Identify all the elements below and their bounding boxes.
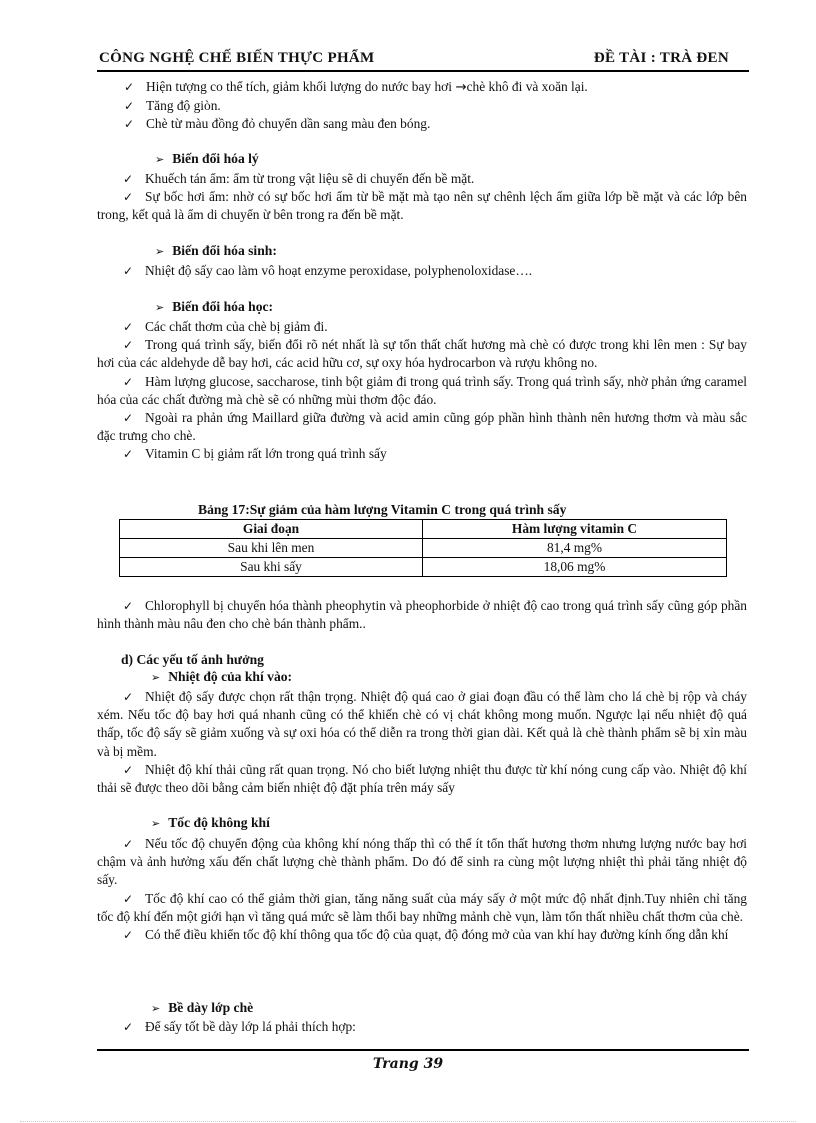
check-icon: ✓ xyxy=(124,99,135,114)
section-heading-factors: d) Các yếu tố ảnh hưởng xyxy=(121,652,264,667)
page-number: Trang 39 xyxy=(372,1056,444,1072)
list-item: ✓ Vitamin C bị giảm rất lớn trong quá trình sấy xyxy=(97,445,747,463)
list-item: ✓ Nhiệt độ sấy cao làm vô hoạt enzyme peroxidase, polyphenoloxidase…. xyxy=(97,262,747,280)
list-item: ✓ Trong quá trình sấy, biến đổi rõ nét nhất là sự tổn thất chất hương mà chè có được trong khi lên men : Sự bay hơi của các aldehyde dễ bay hơi, các acid hữu cơ, sự oxy hóa hydrocarbon và rượu không no. xyxy=(97,337,747,371)
check-icon: ✓ xyxy=(123,447,134,462)
top-bullet-list xyxy=(124,78,744,134)
list-item: ✓ Sự bốc hơi ẩm: nhờ có sự bốc hơi ẩm từ bề mặt mà tạo nên sự chênh lệch ẩm giữa lớp bề mặt và các lớp bên trong, kết quả là ẩm di chuyển ừ bên trong ra đến bề mặt. xyxy=(97,189,747,223)
temperature-list xyxy=(97,688,747,797)
subheading-air-temperature: ➢ Nhiệt độ của khí vào: xyxy=(151,669,293,684)
arrow-bullet-icon: ➢ xyxy=(151,817,161,830)
chlorophyll-paragraph: ✓ Chlorophyll bị chuyển hóa thành pheophytin và pheophorbide ở nhiệt độ cao trong quá trình sấy cũng góp phần hình thành màu nâu đen cho chè bán thành phẩm.. xyxy=(97,598,747,632)
arrow-bullet-icon: ➢ xyxy=(155,153,165,166)
subheading-layer-thickness: ➢ Bề dày lớp chè xyxy=(151,1000,254,1015)
list-item: ✓ Nếu tốc độ chuyển động của không khí nóng thấp thì có thể ít tổn thất hương thơm nhưng lượng nước bay hơi chậm và ảnh hưởng xấu đến chất lượng chè thành phẩm. Do đó để sinh ra cùng một lượng nhiệt thì phải tăng nhiệt độ sấy. xyxy=(97,836,747,888)
table-cell: 81,4 mg% xyxy=(423,539,727,558)
page-header xyxy=(97,48,749,72)
list-item: ✓ Tăng độ giòn. xyxy=(124,97,744,115)
air-speed-list xyxy=(97,835,747,944)
header-subject: CÔNG NGHỆ CHẾ BIẾN THỰC PHẨM xyxy=(99,50,375,66)
table-caption: Bảng 17:Sự giảm của hàm lượng Vitamin C trong quá trình sấy xyxy=(198,502,567,517)
check-icon: ✓ xyxy=(123,928,134,943)
table-cell: 18,06 mg% xyxy=(423,558,727,577)
table-header-cell: Giai đoạn xyxy=(120,520,423,539)
list-item: ✓ Nhiệt độ khí thải cũng rất quan trọng. Nó cho biết lượng nhiệt thu được từ khí nóng cung cấp vào. Nhiệt độ khí thải sẽ được theo dõi bằng cảm biến nhiệt độ đặt phía trên máy sấy xyxy=(97,761,747,796)
check-icon: ✓ xyxy=(123,891,134,906)
table-cell: Sau khi sấy xyxy=(120,558,423,577)
check-icon: ✓ xyxy=(123,374,134,389)
right-arrow-icon: → xyxy=(455,80,467,95)
table-header-cell: Hàm lượng vitamin C xyxy=(423,520,727,539)
section-heading-physchem: ➢ Biến đổi hóa lý xyxy=(155,151,259,166)
list-item: ✓ Khuếch tán ẩm: ẩm từ trong vật liệu sẽ di chuyển đến bề mặt. xyxy=(97,170,747,188)
section-heading-biochem: ➢ Biến đổi hóa sinh: xyxy=(155,243,277,258)
list-item: ✓ Nhiệt độ sấy được chọn rất thận trọng. Nhiệt độ quá cao ở giai đoạn đầu có thể làm cho lá chè bị rộp và cháy xém. Nếu tốc độ bay hơi quá nhanh cũng có thể khiến chè có vị chát không mong muốn. Ngược lại nếu nhiệt độ quá thấp, tốc độ sấy sẽ giảm xuống và sự oxi hóa có thể diễn ra trong thời gian dài. Kết quả là chè thành phẩm sẽ bị xỉn màu và bị mềm. xyxy=(97,689,747,759)
header-topic: ĐỀ TÀI : TRÀ ĐEN xyxy=(593,50,729,66)
table-row xyxy=(120,539,727,558)
check-icon: ✓ xyxy=(123,762,134,777)
check-icon: ✓ xyxy=(124,80,135,94)
check-icon: ✓ xyxy=(123,320,134,334)
check-icon: ✓ xyxy=(123,264,134,278)
biochem-list xyxy=(97,262,747,280)
check-icon: ✓ xyxy=(123,1020,134,1034)
vitamin-c-table xyxy=(119,519,727,577)
check-icon: ✓ xyxy=(123,172,134,186)
list-item: ✓ Tốc độ khí cao có thể giảm thời gian, tăng năng suất của máy sấy ở một mức độ nhất định.Tuy nhiên chỉ tăng tốc độ khí đến một giới hạn vì tăng quá mức sẽ làm thổi bay những mảnh chè vụn, làm tổn thất nhiều chất thơm của chè. xyxy=(97,890,747,924)
check-icon: ✓ xyxy=(124,117,135,132)
table-cell: Sau khi lên men xyxy=(120,539,423,558)
list-item: ✓ Hàm lượng glucose, saccharose, tinh bột giảm đi trong quá trình sấy. Trong quá trình sấy, nhờ phản ứng caramel hóa của các chất đường mà chè sẽ có những mùi thơm độc đáo. xyxy=(97,373,747,407)
list-item: ✓ Ngoài ra phản ứng Maillard giữa đường và acid amin cũng góp phần hình thành nên hương thơm và màu sắc đặc trưng cho chè. xyxy=(97,410,747,444)
check-icon: ✓ xyxy=(123,837,134,851)
check-icon: ✓ xyxy=(123,190,134,205)
arrow-bullet-icon: ➢ xyxy=(155,301,165,314)
chem-list xyxy=(97,318,747,464)
list-item: ✓ Hiện tượng co thể tích, giảm khối lượng do nước bay hơi →chè khô đi và xoăn lại. xyxy=(124,79,588,95)
arrow-bullet-icon: ➢ xyxy=(151,1002,161,1015)
page-edge-divider xyxy=(20,1121,796,1122)
physchem-list xyxy=(97,170,747,225)
footer-divider xyxy=(97,1049,749,1051)
list-item: ✓ Chè từ màu đồng đỏ chuyển dần sang màu đen bóng. xyxy=(124,115,744,133)
list-item: ✓ Các chất thơm của chè bị giảm đi. xyxy=(97,318,747,336)
subheading-air-speed: ➢ Tốc độ không khí xyxy=(151,815,270,830)
check-icon: ✓ xyxy=(123,599,134,613)
thickness-list xyxy=(97,1018,747,1036)
list-item: ✓ Có thể điều khiển tốc độ khí thông qua tốc độ của quạt, độ đóng mở của van khí hay đường kính ống dẫn khí xyxy=(97,926,747,944)
check-icon: ✓ xyxy=(123,338,134,353)
check-icon: ✓ xyxy=(123,411,134,426)
table-header-row xyxy=(120,520,727,539)
arrow-bullet-icon: ➢ xyxy=(151,671,161,684)
check-icon: ✓ xyxy=(123,690,134,704)
list-item: ✓ Để sấy tốt bề dày lớp lá phải thích hợp: xyxy=(97,1018,747,1036)
section-heading-chem: ➢ Biến đổi hóa học: xyxy=(155,299,274,314)
table-row xyxy=(120,558,727,577)
arrow-bullet-icon: ➢ xyxy=(155,245,165,258)
